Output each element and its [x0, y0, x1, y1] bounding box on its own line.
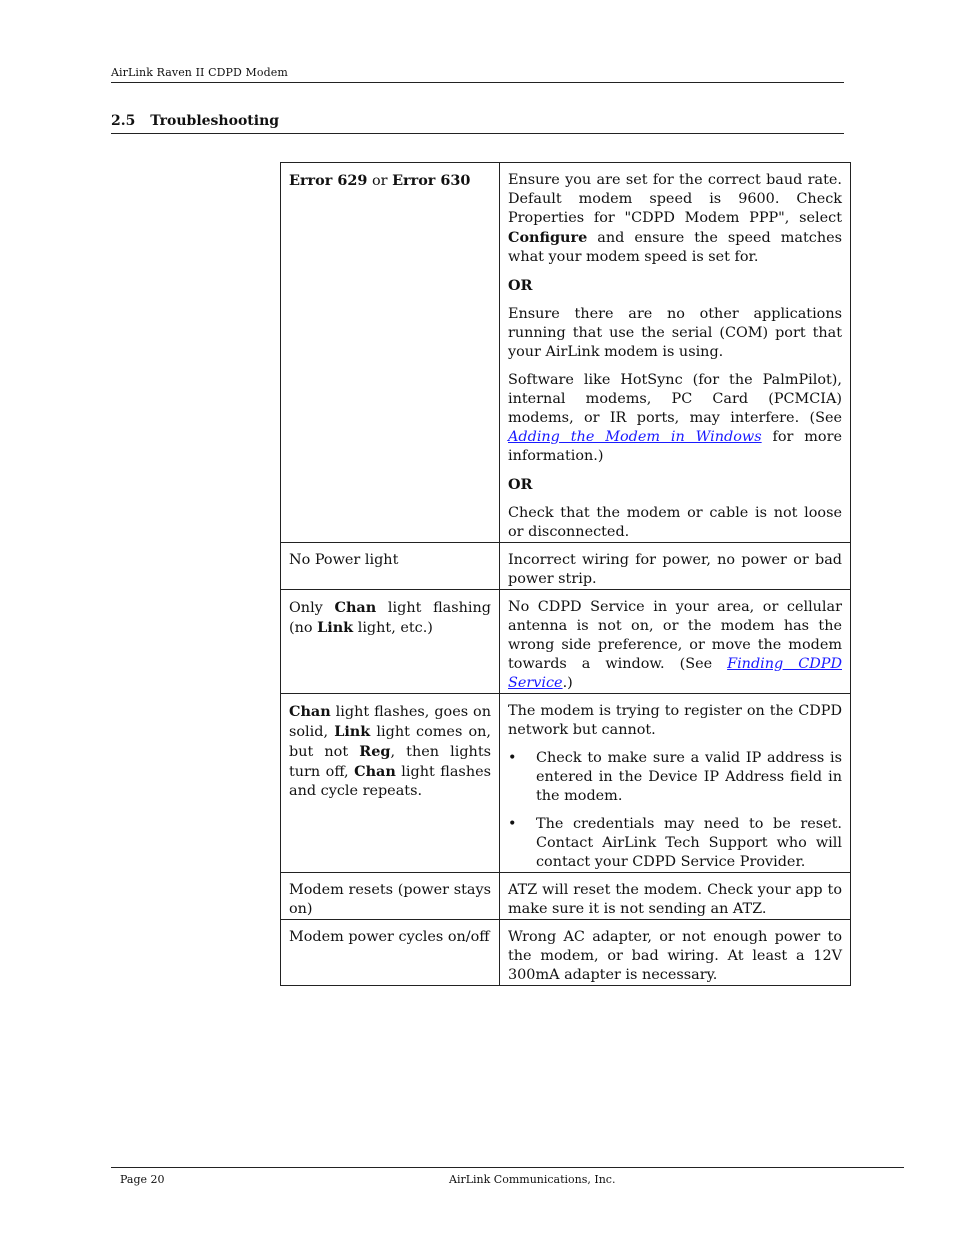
remedy-paragraph: Check that the modem or cable is not loose or disconnected. [508, 505, 842, 540]
error-code: Error 630 [392, 172, 471, 189]
table-row [281, 694, 851, 873]
list-item [508, 749, 842, 806]
section-heading [111, 113, 279, 129]
symptom-text: light flashing (no [289, 600, 491, 636]
symptom-text: , then lights turn off, [289, 744, 491, 780]
symptom-cell [281, 590, 500, 694]
or-label: OR [508, 277, 533, 294]
bullet-text: The credentials may need to be reset. Contact AirLink Tech Support who will contact your CDPD Service Provider. [536, 816, 842, 870]
bullet-text: Check to make sure a valid IP address is entered in the Device IP Address field in the modem. [536, 750, 842, 804]
remedy-text: Ensure you are set for the correct baud rate. Default modem speed is 9600. Check Properties for "CDPD Modem PPP", select [508, 172, 842, 226]
light-name: Reg [359, 743, 391, 760]
table-row [281, 590, 851, 694]
symptom-text: light, etc.) [353, 620, 433, 636]
table-row [281, 543, 851, 590]
adding-modem-link[interactable]: Adding the Modem in Windows [508, 429, 762, 445]
or-separator [508, 276, 842, 296]
footer-rule [111, 1167, 904, 1168]
page-number: Page 20 [120, 1173, 165, 1186]
remedy-text: Software like HotSync (for the PalmPilot), internal modems, PC Card (PCMCIA) modems, or IR ports, may interfere. (See [508, 372, 842, 426]
remedy-text: for more information.) [508, 429, 842, 464]
footer-company: AirLink Communications, Inc. [449, 1173, 616, 1186]
table-row [281, 873, 851, 920]
remedy-text: and ensure the speed matches what your modem speed is set for. [508, 230, 842, 265]
remedy-paragraph [508, 371, 842, 466]
header-rule [111, 82, 844, 83]
finding-cdpd-link[interactable]: Finding CDPD Service [508, 656, 842, 691]
list-item [508, 815, 842, 872]
symptom-text: light comes on, but not [289, 724, 491, 760]
light-name: Chan [289, 703, 331, 720]
bullet-icon: • [508, 750, 517, 766]
symptom-cell: No Power light [281, 543, 500, 590]
error-code: Error 629 [289, 172, 368, 189]
remedy-cell [500, 163, 851, 543]
remedy-cell: Wrong AC adapter, or not enough power to the modem, or bad wiring. At least a 12V 300mA adapter is necessary. [500, 920, 851, 986]
running-header: AirLink Raven II CDPD Modem [111, 66, 288, 79]
remedy-bullet-list [508, 749, 842, 872]
section-title: Troubleshooting [150, 113, 280, 129]
remedy-bold-text: Configure [508, 229, 588, 246]
light-name: Chan [334, 599, 377, 616]
symptom-cell [281, 163, 500, 543]
light-name: Link [317, 619, 354, 636]
remedy-text: .) [562, 675, 573, 691]
symptom-cell [281, 694, 500, 873]
section-number: 2.5 [111, 113, 136, 129]
remedy-cell [500, 694, 851, 873]
remedy-cell [500, 590, 851, 694]
remedy-text: No CDPD Service in your area, or cellular antenna is not on, or the modem has the wrong side preference, or move the modem towards a window. (See [508, 599, 842, 672]
bullet-icon: • [508, 816, 517, 832]
remedy-cell: Incorrect wiring for power, no power or bad power strip. [500, 543, 851, 590]
symptom-cell: Modem resets (power stays on) [281, 873, 500, 920]
light-name: Link [334, 723, 371, 740]
remedy-paragraph: Ensure there are no other applications running that use the serial (COM) port that your AirLink modem is using. [508, 306, 842, 360]
symptom-text: Only [289, 600, 335, 616]
remedy-cell: ATZ will reset the modem. Check your app to make sure it is not sending an ATZ. [500, 873, 851, 920]
symptom-cell: Modem power cycles on/off [281, 920, 500, 986]
troubleshooting-table [280, 162, 851, 986]
or-label: OR [508, 476, 533, 493]
table-row [281, 163, 851, 543]
remedy-paragraph: The modem is trying to register on the CDPD network but cannot. [508, 703, 842, 738]
light-name: Chan [354, 763, 396, 780]
or-separator [508, 475, 842, 495]
remedy-paragraph [508, 171, 842, 267]
table-row [281, 920, 851, 986]
symptom-text: or [367, 173, 393, 189]
symptom-text: light flashes and cycle repeats. [289, 764, 491, 799]
section-rule [111, 133, 844, 134]
symptom-text: light flashes, goes on solid, [289, 704, 491, 740]
